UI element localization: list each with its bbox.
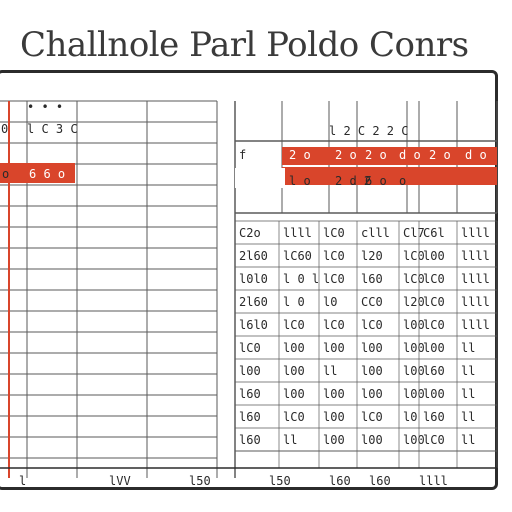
- right-grid-cell: l60: [361, 272, 383, 286]
- footer-label: l: [19, 474, 27, 488]
- right-grid-cell: lC0: [239, 341, 261, 355]
- right-grid-cell: ll: [461, 341, 476, 355]
- right-grid-cell: l0l0: [239, 272, 268, 286]
- spreadsheet-grid: [0, 73, 501, 493]
- right-grid-cell: l00: [323, 341, 345, 355]
- right-grid-cell: l00: [361, 341, 383, 355]
- right-highlight-gap: [235, 168, 285, 188]
- right-grid-cell: l00: [361, 387, 383, 401]
- right-grid-cell: l00: [323, 387, 345, 401]
- right-grid-cell: lC0: [423, 433, 445, 447]
- right-grid-cell: llll: [461, 272, 490, 286]
- right-grid-cell: 2l60: [239, 295, 268, 309]
- right-grid-cell: lC0: [423, 318, 445, 332]
- left-header-cell: 0: [1, 122, 9, 136]
- right-grid-cell: llll: [461, 318, 490, 332]
- right-grid-cell: C2o: [239, 226, 261, 240]
- footer-label: lVV: [109, 474, 131, 488]
- footer-label: l50: [269, 474, 291, 488]
- right-grid-cell: lC60: [283, 249, 312, 263]
- right-highlight-cell: d o: [399, 148, 421, 162]
- right-grid-cell: ll: [323, 364, 338, 378]
- right-grid-cell: l00: [283, 364, 305, 378]
- footer-label: l50: [189, 474, 211, 488]
- right-highlight-cell: 2 o: [335, 148, 357, 162]
- right-grid-cell: CC0: [361, 295, 383, 309]
- right-grid-cell: l60: [239, 410, 261, 424]
- right-grid-cell: ll: [461, 410, 476, 424]
- left-header-cell: l C 3 C: [27, 122, 78, 136]
- right-grid-cell: lC0: [323, 272, 345, 286]
- right-grid-cell: l 0 l: [283, 272, 320, 286]
- right-grid-cell: lC0: [283, 318, 305, 332]
- right-grid-cell: lC0: [361, 410, 383, 424]
- right-grid-cell: l00: [423, 387, 445, 401]
- right-grid-cell: lC0: [283, 410, 305, 424]
- right-highlight-cell: 2 o: [365, 148, 387, 162]
- right-grid-cell: l00: [283, 341, 305, 355]
- right-grid-cell: 2l60: [239, 249, 268, 263]
- right-highlight-cell-2: 6 o: [365, 174, 387, 188]
- page-title: Challnole Parl Poldo Conrs: [20, 25, 469, 65]
- right-header-row: l 2 C 2 2 C: [329, 124, 409, 138]
- right-grid-cell: l20: [361, 249, 383, 263]
- right-grid-cell: llll: [461, 226, 490, 240]
- right-grid-cell: l00: [423, 341, 445, 355]
- right-grid-cell: l00: [403, 433, 425, 447]
- right-grid-cell: l60: [239, 433, 261, 447]
- right-grid-cell: l00: [323, 433, 345, 447]
- right-highlight-cell: 2 o: [289, 148, 311, 162]
- right-grid-cell: l00: [323, 410, 345, 424]
- right-grid-cell: lC0: [323, 318, 345, 332]
- right-grid-cell: l60: [239, 387, 261, 401]
- right-highlight-cell: f: [239, 148, 247, 162]
- right-grid-cell: lC0: [423, 272, 445, 286]
- right-grid-cell: l00: [361, 364, 383, 378]
- right-grid-cell: Cl7: [403, 226, 425, 240]
- left-header-mark: • • •: [27, 100, 64, 114]
- left-highlight-cell: 6 6 o: [29, 167, 66, 181]
- right-grid-cell: C6l: [423, 226, 445, 240]
- right-highlight-cell: d o: [465, 148, 487, 162]
- right-grid-cell: l0: [403, 410, 418, 424]
- right-grid-cell: l6l0: [239, 318, 268, 332]
- right-grid-cell: l0: [323, 295, 338, 309]
- right-grid-cell: llll: [283, 226, 312, 240]
- right-grid-cell: l00: [403, 318, 425, 332]
- right-grid-cell: l20: [403, 295, 425, 309]
- right-grid-cell: l00: [239, 364, 261, 378]
- right-grid-cell: lC0: [323, 226, 345, 240]
- right-grid-cell: l00: [283, 387, 305, 401]
- footer-label: llll: [419, 474, 448, 488]
- right-grid-cell: l00: [423, 249, 445, 263]
- right-grid-cell: l60: [423, 410, 445, 424]
- left-highlight-cell: o: [2, 167, 10, 181]
- right-grid-cell: ll: [461, 433, 476, 447]
- right-grid-cell: lC0: [323, 249, 345, 263]
- right-highlight-row-1b: [282, 167, 497, 185]
- right-grid-cell: l00: [403, 341, 425, 355]
- right-grid-cell: l00: [403, 387, 425, 401]
- footer-label: l60: [369, 474, 391, 488]
- right-highlight-cell: 2 o: [429, 148, 451, 162]
- right-grid-cell: ll: [461, 364, 476, 378]
- right-grid-cell: ll: [461, 387, 476, 401]
- right-grid-cell: llll: [461, 249, 490, 263]
- right-highlight-cell-2: 2 d 2: [335, 174, 372, 188]
- right-highlight-cell-2: o: [399, 174, 407, 188]
- spreadsheet: [0, 70, 498, 490]
- right-grid-cell: ll: [283, 433, 298, 447]
- right-grid-cell: lC0: [403, 272, 425, 286]
- right-grid-cell: lC0: [403, 249, 425, 263]
- right-grid-cell: clll: [361, 226, 390, 240]
- right-grid-cell: lC0: [361, 318, 383, 332]
- right-grid-cell: l00: [403, 364, 425, 378]
- right-grid-cell: l00: [361, 433, 383, 447]
- right-grid-cell: l 0: [283, 295, 305, 309]
- right-highlight-cell-2: l o: [289, 174, 311, 188]
- right-grid-cell: l60: [423, 364, 445, 378]
- footer-label: l60: [329, 474, 351, 488]
- right-grid-cell: lC0: [423, 295, 445, 309]
- right-grid-cell: llll: [461, 295, 490, 309]
